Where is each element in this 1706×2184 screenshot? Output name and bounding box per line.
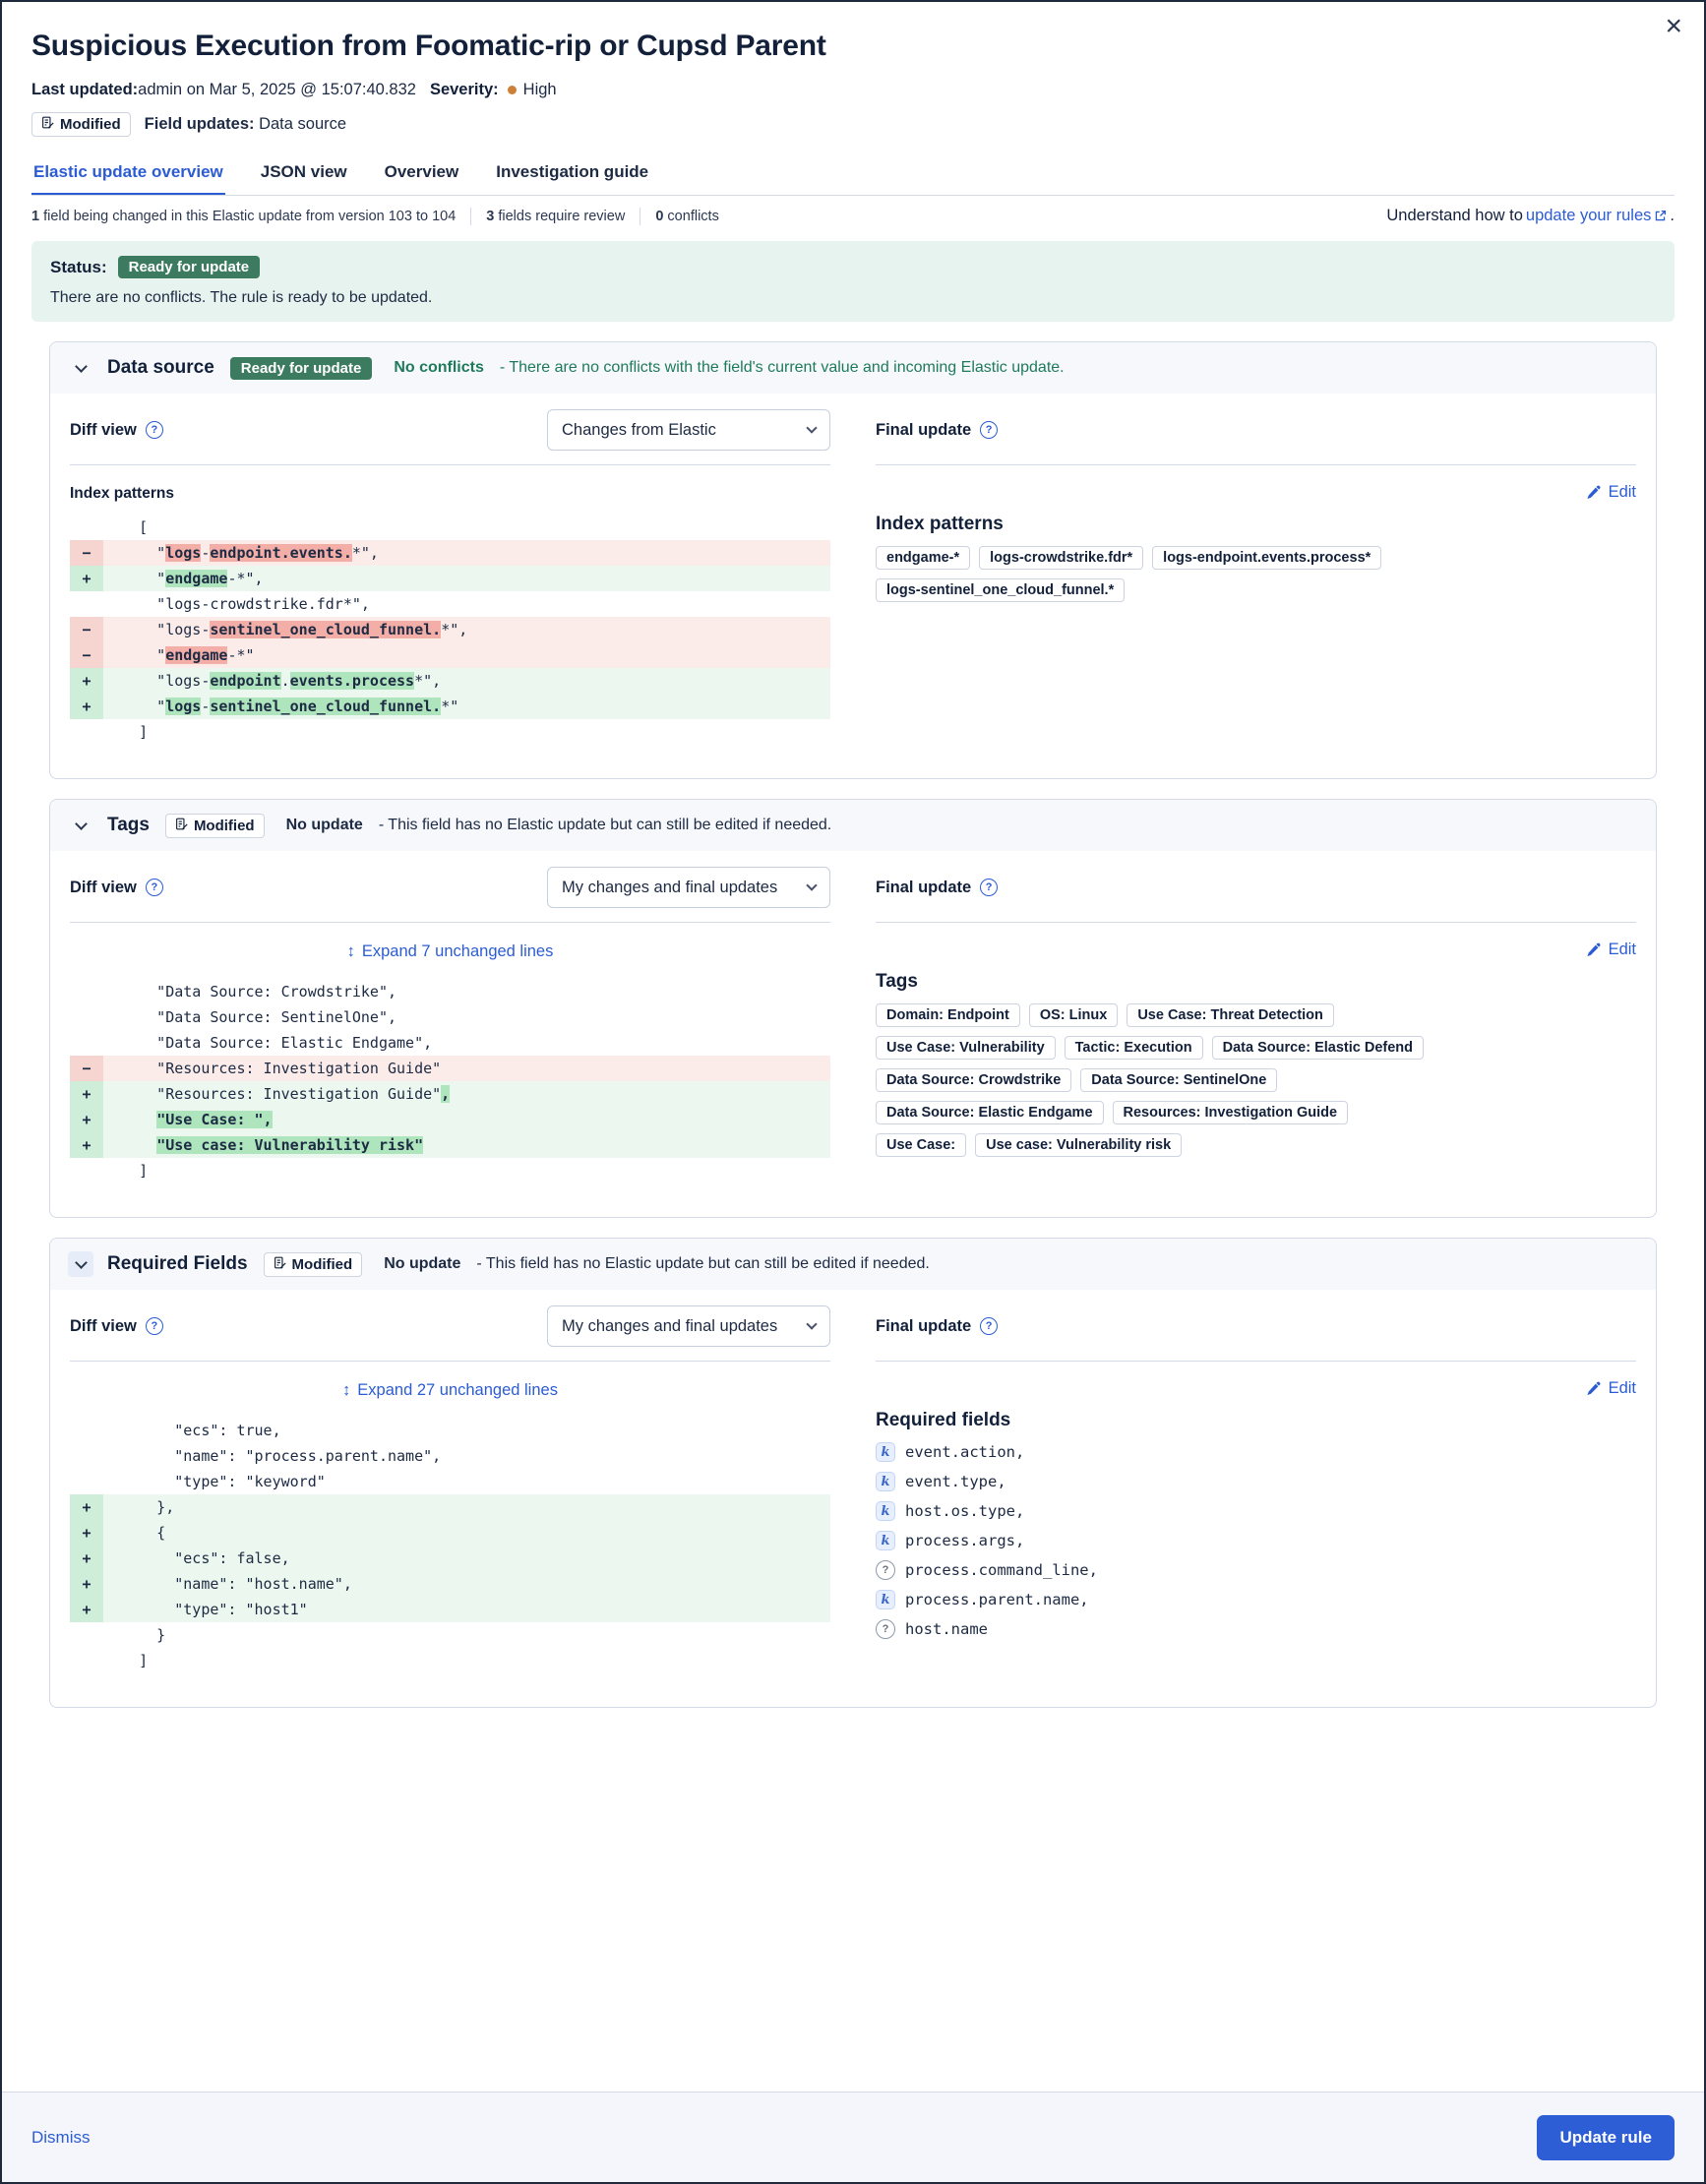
diff-line-ctx: "ecs": true, <box>70 1418 830 1443</box>
diff-column <box>70 865 830 1183</box>
fields-changed-count: 1 field being changed in this Elastic update from version 103 to 104 <box>31 208 457 224</box>
help-text: Understand how to update your rules . <box>1386 207 1675 224</box>
edit-button[interactable]: Edit <box>1586 1379 1636 1398</box>
required-field-item <box>876 1472 1636 1491</box>
ready-for-update-badge: Ready for update <box>118 256 261 278</box>
question-in-circle-icon[interactable]: ? <box>980 879 998 896</box>
final-update-column <box>876 865 1636 1183</box>
chevron-down-icon[interactable] <box>68 355 93 381</box>
diff-line-ctx: "Data Source: Elastic Endgame", <box>70 1030 830 1056</box>
diff-line-ctx: "name": "process.parent.name", <box>70 1443 830 1469</box>
value-badge: logs-sentinel_one_cloud_funnel.* <box>876 578 1125 602</box>
required-field-name: host.os.type, <box>905 1502 1025 1520</box>
divider <box>470 208 471 225</box>
context-line-marker <box>70 1158 103 1183</box>
final-update-label: Final update <box>876 1316 972 1335</box>
diff-line-ctx: [ <box>70 515 830 540</box>
document-edit-icon <box>41 116 54 133</box>
context-line-marker <box>70 515 103 540</box>
question-in-circle-icon[interactable]: ? <box>146 879 163 896</box>
required-field-name: process.command_line, <box>905 1561 1098 1579</box>
diff-view-label: Diff view <box>70 1316 137 1335</box>
panel-title: Required Fields <box>107 1253 248 1274</box>
value-badge: Data Source: Crowdstrike <box>876 1068 1071 1092</box>
diff-view-select[interactable]: My changes and final updates <box>547 867 830 908</box>
update-status: No update <box>384 1255 461 1272</box>
update-rule-button[interactable]: Update rule <box>1537 2115 1675 2160</box>
final-update-column <box>876 407 1636 745</box>
unknown-type-token-icon: ? <box>876 1560 895 1580</box>
context-line-marker <box>70 719 103 745</box>
flyout-footer <box>2 2092 1704 2182</box>
required-field-name: process.args, <box>905 1532 1025 1549</box>
required-field-item <box>876 1619 1636 1639</box>
diff-line-del: − "logs-sentinel_one_cloud_funnel.*", <box>70 617 830 642</box>
question-in-circle-icon[interactable]: ? <box>146 421 163 439</box>
context-line-marker <box>70 1443 103 1469</box>
final-update-label: Final update <box>876 878 972 896</box>
conflicts-count: 0 conflicts <box>655 208 719 224</box>
value-badge: logs-endpoint.events.process* <box>1152 546 1381 570</box>
context-line-marker <box>70 1004 103 1030</box>
diff-column <box>70 1304 830 1673</box>
update-status: No update <box>285 817 363 833</box>
question-in-circle-icon[interactable]: ? <box>980 1317 998 1335</box>
diff-line-ctx: ] <box>70 1648 830 1673</box>
accordion-header-tags[interactable] <box>50 800 1656 851</box>
diff-line-add: + "name": "host.name", <box>70 1571 830 1597</box>
keyword-token-icon: k <box>876 1531 895 1550</box>
diff-column <box>70 407 830 745</box>
final-update-column <box>876 1304 1636 1673</box>
chevron-down-icon[interactable] <box>68 1251 93 1277</box>
badge-row <box>31 112 1675 137</box>
diff-line-ctx: ] <box>70 719 830 745</box>
diff-line-add: + "ecs": false, <box>70 1546 830 1571</box>
panel-title: Data source <box>107 357 214 378</box>
context-line-marker <box>70 1469 103 1494</box>
conflict-status-description: - There are no conflicts with the field's current value and incoming Elastic update. <box>499 359 1065 376</box>
required-field-item <box>876 1531 1636 1550</box>
required-field-item <box>876 1590 1636 1609</box>
added-line-marker: + <box>70 668 103 694</box>
update-your-rules-link[interactable]: update your rules <box>1525 207 1652 224</box>
panel-title: Tags <box>107 815 150 835</box>
expand-vertical-icon: ↕ <box>346 942 355 960</box>
index-pattern-badges <box>876 546 1446 602</box>
diff-line-del: − "logs-endpoint.events.*", <box>70 540 830 566</box>
diff-view-label: Diff view <box>70 420 137 439</box>
context-line-marker <box>70 1622 103 1648</box>
added-line-marker: + <box>70 1494 103 1520</box>
required-field-name: event.action, <box>905 1443 1025 1461</box>
tab-elastic-update-overview[interactable]: Elastic update overview <box>31 158 225 195</box>
pencil-icon <box>1586 1381 1601 1396</box>
diff-line-add: + "logs-endpoint.events.process*", <box>70 668 830 694</box>
edit-button[interactable]: Edit <box>1586 940 1636 959</box>
context-line-marker <box>70 1648 103 1673</box>
diff-line-add: + "Use Case: ", <box>70 1107 830 1132</box>
value-badge: Domain: Endpoint <box>876 1003 1020 1027</box>
removed-line-marker: − <box>70 617 103 642</box>
chevron-down-icon <box>806 422 817 433</box>
flyout-header <box>2 2 1704 322</box>
added-line-marker: + <box>70 566 103 591</box>
final-update-label: Final update <box>876 420 972 439</box>
diff-line-del: − "Resources: Investigation Guide" <box>70 1056 830 1081</box>
value-badge: OS: Linux <box>1029 1003 1118 1027</box>
conflict-status: No conflicts <box>394 359 484 376</box>
value-badge: Data Source: Elastic Defend <box>1212 1036 1424 1060</box>
diff-viewer <box>70 1418 830 1673</box>
status-label: Status: <box>50 257 107 276</box>
external-link-icon <box>1654 210 1667 222</box>
tab-bar <box>31 158 1675 196</box>
context-line-marker <box>70 1418 103 1443</box>
added-line-marker: + <box>70 1132 103 1158</box>
status-message: There are no conflicts. The rule is ready to be updated. <box>50 289 433 306</box>
pencil-icon <box>1586 485 1601 500</box>
context-line-marker <box>70 979 103 1004</box>
close-icon[interactable]: × <box>1665 10 1682 42</box>
expand-vertical-icon: ↕ <box>342 1381 351 1399</box>
update-status-description: - This field has no Elastic update but can still be edited if needed. <box>378 817 832 833</box>
chevron-down-icon[interactable] <box>68 813 93 838</box>
diff-viewer <box>70 515 830 745</box>
last-updated-label: Last updated: <box>31 81 139 98</box>
diff-line-ctx: "Data Source: SentinelOne", <box>70 1004 830 1030</box>
meta-row <box>31 81 1675 99</box>
diff-subtitle: Index patterns <box>70 485 174 502</box>
required-field-name: event.type, <box>905 1473 1006 1490</box>
diff-line-ctx: "logs-crowdstrike.fdr*", <box>70 591 830 617</box>
diff-line-ctx: ] <box>70 1158 830 1183</box>
diff-view-label: Diff view <box>70 878 137 896</box>
pencil-icon <box>1586 942 1601 957</box>
context-line-marker <box>70 1030 103 1056</box>
document-edit-icon <box>175 818 188 834</box>
removed-line-marker: − <box>70 540 103 566</box>
value-badge: endgame-* <box>876 546 970 570</box>
update-summary-bar <box>31 207 1675 225</box>
added-line-marker: + <box>70 1107 103 1132</box>
modified-badge: Modified <box>165 814 265 838</box>
required-field-name: process.parent.name, <box>905 1591 1089 1608</box>
added-line-marker: + <box>70 1571 103 1597</box>
panel-required-fields <box>49 1238 1657 1708</box>
final-value-heading: Required fields <box>876 1410 1011 1430</box>
added-line-marker: + <box>70 1597 103 1622</box>
panel-tags <box>49 799 1657 1218</box>
status-banner <box>31 241 1675 322</box>
value-badge: Use Case: Vulnerability <box>876 1036 1056 1060</box>
field-updates: Field updates: Data source <box>144 115 347 133</box>
tag-badges <box>876 1003 1446 1157</box>
keyword-token-icon: k <box>876 1442 895 1462</box>
diff-line-add: + "Resources: Investigation Guide", <box>70 1081 830 1107</box>
added-line-marker: + <box>70 694 103 719</box>
fields-require-review-count: 3 fields require review <box>486 208 626 224</box>
value-badge: Resources: Investigation Guide <box>1113 1101 1349 1124</box>
diff-line-ctx: } <box>70 1622 830 1648</box>
tab-json-view[interactable]: JSON view <box>260 162 347 181</box>
keyword-token-icon: k <box>876 1501 895 1521</box>
edit-button[interactable]: Edit <box>1586 483 1636 502</box>
required-field-name: host.name <box>905 1620 988 1638</box>
expand-unchanged-lines-link[interactable]: ↕ Expand 27 unchanged lines <box>342 1381 558 1399</box>
context-line-marker <box>70 591 103 617</box>
severity-label: Severity: <box>429 81 499 98</box>
document-edit-icon <box>274 1256 286 1273</box>
value-badge: Use Case: <box>876 1133 966 1157</box>
unknown-type-token-icon: ? <box>876 1619 895 1639</box>
dismiss-button[interactable]: Dismiss <box>31 2127 91 2147</box>
diff-line-add: + }, <box>70 1494 830 1520</box>
diff-line-add: + "logs-sentinel_one_cloud_funnel.*" <box>70 694 830 719</box>
final-value-heading: Index patterns <box>876 514 1004 534</box>
severity-value: High <box>522 81 557 98</box>
value-badge: Use Case: Threat Detection <box>1127 1003 1334 1027</box>
expand-unchanged-lines-link[interactable]: ↕ Expand 7 unchanged lines <box>346 942 554 960</box>
tab-investigation-guide[interactable]: Investigation guide <box>496 162 649 181</box>
value-badge: logs-crowdstrike.fdr* <box>979 546 1143 570</box>
added-line-marker: + <box>70 1546 103 1571</box>
diff-view-select[interactable]: My changes and final updates <box>547 1305 830 1347</box>
diff-viewer <box>70 979 830 1183</box>
chevron-down-icon <box>806 880 817 890</box>
modified-badge: Modified <box>264 1252 363 1277</box>
removed-line-marker: − <box>70 642 103 668</box>
value-badge: Data Source: Elastic Endgame <box>876 1101 1104 1124</box>
diff-view-select[interactable]: Changes from Elastic <box>547 409 830 451</box>
accordion-header-data-source[interactable] <box>50 342 1656 394</box>
diff-line-add: + { <box>70 1520 830 1546</box>
update-status-description: - This field has no Elastic update but can still be edited if needed. <box>476 1255 930 1272</box>
field-panels <box>2 322 1704 2068</box>
required-field-item <box>876 1560 1636 1580</box>
value-badge: Data Source: SentinelOne <box>1080 1068 1277 1092</box>
required-fields-list <box>876 1442 1636 1639</box>
keyword-token-icon: k <box>876 1590 895 1609</box>
diff-line-del: − "endgame-*" <box>70 642 830 668</box>
accordion-header-required-fields[interactable] <box>50 1239 1656 1290</box>
page-title: Suspicious Execution from Foomatic-rip or Cupsd Parent <box>31 30 826 62</box>
final-value-heading: Tags <box>876 971 918 992</box>
diff-line-ctx: "type": "keyword" <box>70 1469 830 1494</box>
required-field-item <box>876 1501 1636 1521</box>
diff-line-ctx: "Data Source: Crowdstrike", <box>70 979 830 1004</box>
ready-for-update-badge: Ready for update <box>230 357 373 380</box>
value-badge: Use case: Vulnerability risk <box>975 1133 1182 1157</box>
panel-data-source <box>49 341 1657 779</box>
value-badge: Tactic: Execution <box>1065 1036 1203 1060</box>
added-line-marker: + <box>70 1520 103 1546</box>
diff-line-add: + "Use case: Vulnerability risk" <box>70 1132 830 1158</box>
last-updated-value: admin on Mar 5, 2025 @ 15:07:40.832 <box>138 81 416 98</box>
keyword-token-icon: k <box>876 1472 895 1491</box>
question-in-circle-icon[interactable]: ? <box>980 421 998 439</box>
removed-line-marker: − <box>70 1056 103 1081</box>
severity-high-dot-icon <box>508 86 517 94</box>
diff-line-add: + "endgame-*", <box>70 566 830 591</box>
added-line-marker: + <box>70 1081 103 1107</box>
required-field-item <box>876 1442 1636 1462</box>
diff-line-add: + "type": "host1" <box>70 1597 830 1622</box>
chevron-down-icon <box>806 1318 817 1329</box>
modified-badge: Modified <box>31 112 131 137</box>
question-in-circle-icon[interactable]: ? <box>146 1317 163 1335</box>
tab-overview[interactable]: Overview <box>384 162 459 181</box>
